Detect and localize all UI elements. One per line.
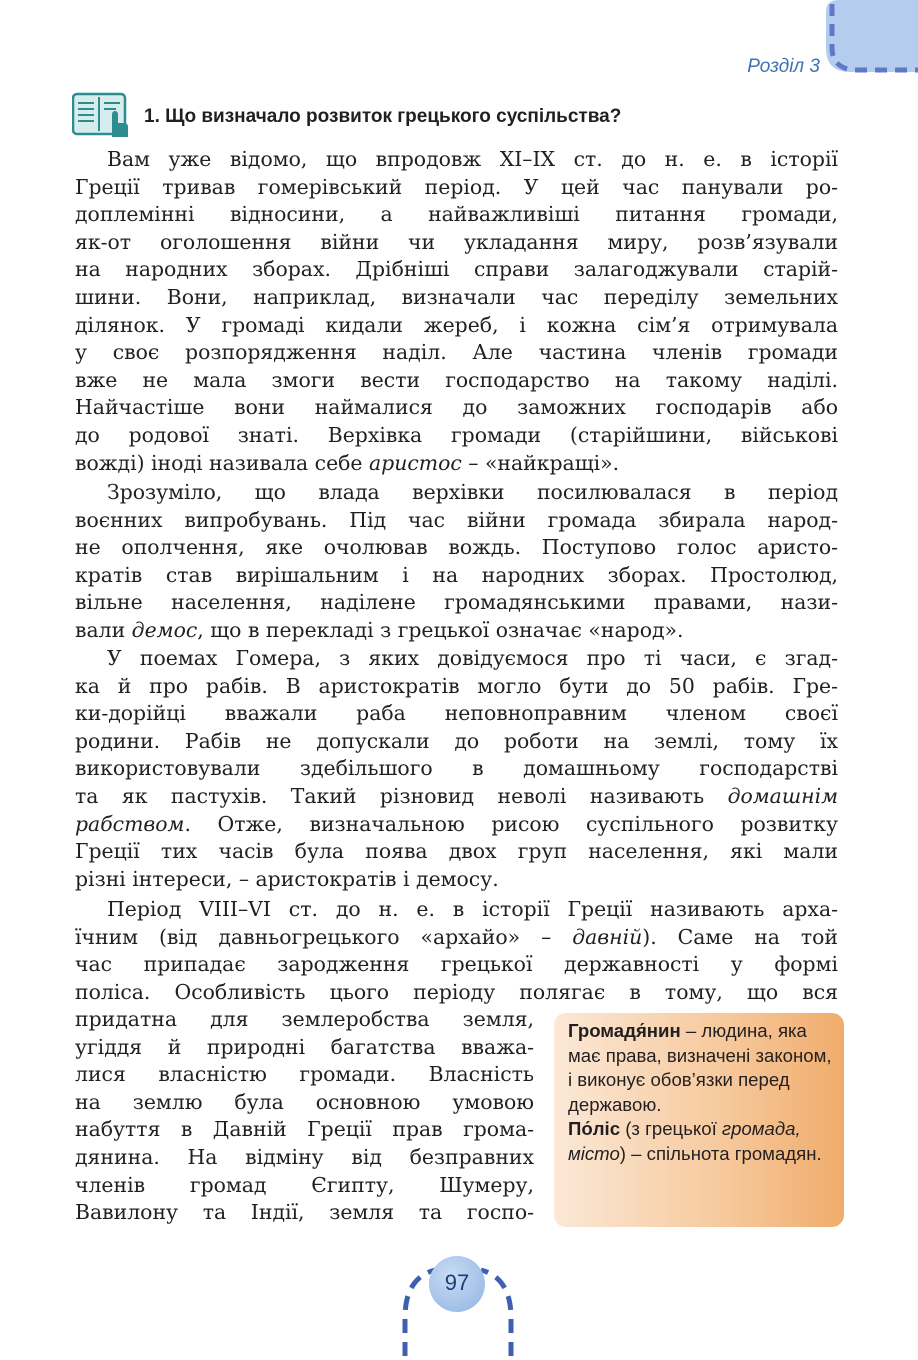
text-line: членів громад Єгипту, Шумеру,	[75, 1172, 534, 1197]
text-line: Найчастіше вони наймалися до заможних господарів або	[75, 395, 838, 420]
text-line: на землю була основною умовою	[75, 1089, 534, 1114]
text-line	[75, 617, 838, 645]
text-line: різні інтереси, – аристократів і демосу.	[75, 866, 499, 891]
term-slavery: рабством	[75, 811, 185, 836]
text-line: поліса. Особливість цього періоду полягає в тому, що вся	[75, 979, 838, 1004]
text-line: доплемінні відносини, а найважливіші питання громади,	[75, 202, 838, 227]
text-line: ки-дорійці вважали раба неповноправним членом своєї	[75, 701, 838, 726]
text-span: вали	[75, 617, 132, 642]
text-line	[75, 924, 838, 952]
text-line: Вам уже відомо, що впродовж XI–IX ст. до н. е. в історії	[107, 147, 838, 171]
text-line: Період VIII–VI ст. до н. е. в історії Греції називають арха-	[107, 897, 838, 921]
text-span: ). Саме на той	[642, 924, 839, 949]
text-line	[75, 783, 838, 811]
text-line: вже не мала змоги вести господарство на такому наділі.	[75, 367, 838, 392]
definitions-box	[554, 1013, 844, 1227]
text-line: на народних зборах. Дрібніші справи залагоджували старій-	[75, 257, 838, 282]
term-domestic: домашнім	[727, 783, 838, 808]
book-pointer-icon	[72, 91, 130, 139]
text-line: у своє розпорядження наділ. Але частина членів громади	[75, 340, 838, 365]
definition-text: громада, місто	[568, 1118, 801, 1164]
text-line: Вавилону та Індії, земля та госпо-	[75, 1200, 534, 1225]
page-number: 97	[429, 1256, 485, 1312]
text-line: кратів став вирішальним і на народних зборах. Простолюд,	[75, 562, 838, 587]
text-line: використовували здебільшого в домашньому господарстві	[75, 756, 838, 781]
text-span: їчним (від давньогрецького «архайо» –	[75, 924, 573, 949]
text-span: та як пастухів. Такий різновид неволі називають	[75, 783, 728, 808]
paragraph-5	[75, 1006, 534, 1227]
paragraph-3	[75, 645, 838, 893]
text-line: ка й про рабів. В аристократів могло бути до 50 рабів. Гре-	[75, 673, 838, 698]
text-line: придатна для землеробства земля,	[75, 1007, 534, 1031]
text-line: ділянок. У громаді кидали жереб, і кожна сім’я отримувала	[75, 312, 838, 337]
text-line: дянина. На відміну від безправних	[75, 1144, 534, 1169]
text-line: як-от оголошення війни чи укладання миру, розв’язували	[75, 229, 838, 254]
definition-text: (з грецької	[620, 1118, 722, 1140]
text-line: Зрозуміло, що влада верхівки посилювалася в період	[107, 480, 838, 504]
text-span: вожді) іноді називала себе	[75, 450, 369, 475]
text-line: набуття в Давній Греції прав грома-	[75, 1117, 534, 1142]
paragraph-4	[75, 896, 838, 1006]
text-line: вільне населення, наділене громадянськими правами, нази-	[75, 590, 838, 615]
term-aristos: аристос	[368, 450, 462, 475]
corner-decoration	[818, 0, 918, 80]
term-ancient: давній	[572, 924, 643, 949]
definition-text: – людина, яка має права, визначені законом, і виконує обов’язки перед державою.	[568, 1020, 832, 1115]
text-line: угіддя й природні багатства вважа-	[75, 1034, 534, 1059]
text-line: час припадає зародження грецької державності у формі	[75, 952, 838, 977]
definition-text: ) – спільнота громадян.	[619, 1142, 822, 1164]
text-line: не ополчення, яке очолював вождь. Поступово голос аристо-	[75, 535, 838, 560]
text-span: . Отже, визначальною рисою суспільного розвитку	[184, 811, 838, 836]
text-line	[75, 450, 838, 478]
definition-term: По́ліс	[568, 1118, 621, 1140]
text-span: – «найкращі».	[461, 450, 620, 475]
text-line: шини. Вони, наприклад, визначали час переділу земельних	[75, 284, 838, 309]
text-line: Греції тих часів була поява двох груп населення, які мали	[75, 839, 838, 864]
text-line	[75, 811, 838, 839]
text-line: У поемах Гомера, з яких довідуємося про ті часи, є згад-	[107, 646, 838, 670]
text-line: до родової знаті. Верхівка громади (старійшини, військові	[75, 422, 838, 447]
chapter-label: Розділ 3	[747, 56, 820, 77]
term-demos: демос	[131, 617, 198, 642]
definition-term: Громадя́нин	[568, 1020, 681, 1041]
text-line: Греції тривав гомерівський період. У цей час панували ро-	[75, 174, 838, 199]
section-heading: 1. Що визначало розвиток грецького суспільства?	[144, 106, 622, 127]
text-line: лися власністю громади. Власність	[75, 1062, 534, 1087]
text-line: родини. Рабів не допускали до роботи на землі, тому їх	[75, 728, 838, 753]
paragraph-2	[75, 479, 838, 645]
text-line: воєнних випробувань. Під час війни громада збирала народ-	[75, 507, 838, 532]
text-span: , що в перекладі з грецької означає «народ».	[197, 617, 684, 642]
paragraph-1	[75, 146, 838, 477]
